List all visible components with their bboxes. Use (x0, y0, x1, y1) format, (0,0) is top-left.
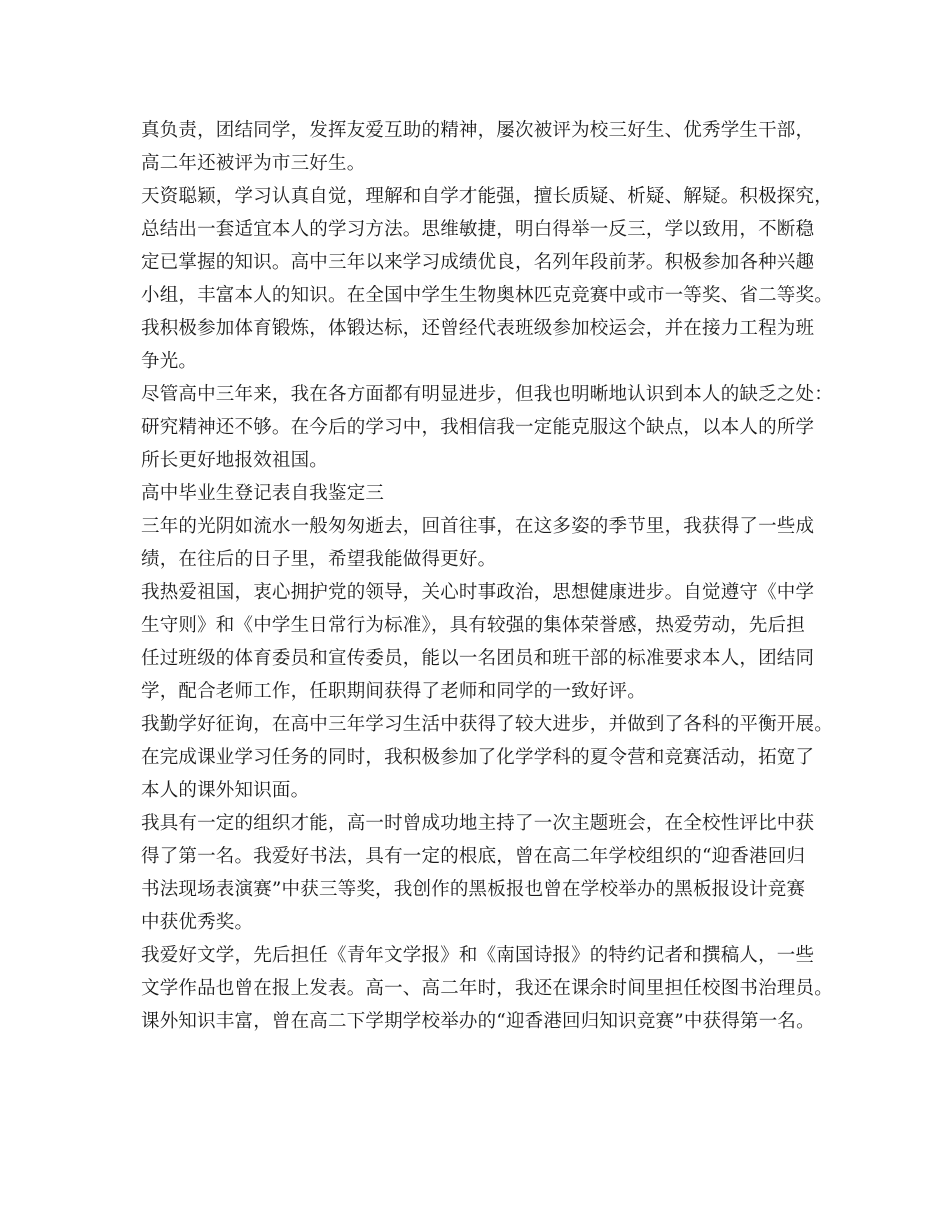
text-line: 总结出一套适宜本人的学习方法。思维敏捷，明白得举一反三，学以致用，不断稳 (141, 219, 815, 240)
text-line: 小组，丰富本人的知识。在全国中学生生物奥林匹克竞赛中或市一等奖、省二等奖。 (141, 285, 833, 306)
text-line: 书法现场表演赛”中获三等奖，我创作的黑板报也曾在学校举办的黑板报设计竞赛 (141, 879, 806, 900)
text-line: 天资聪颖，学习认真自觉，理解和自学才能强，擅长质疑、析疑、解疑。积极探究， (141, 186, 833, 207)
text-line: 学，配合老师工作，任职期间获得了老师和同学的一致好评。 (141, 681, 646, 702)
text-line: 争光。 (141, 351, 198, 372)
text-line: 尽管高中三年来，我在各方面都有明显进步，但我也明晰地认识到本人的缺乏之处： (141, 384, 833, 405)
text-line: 我爱好文学，先后担任《青年文学报》和《南国诗报》的特约记者和撰稿人，一些 (141, 945, 815, 966)
text-line: 文学作品也曾在报上发表。高一、高二年时，我还在课余时间里担任校图书治理员。 (141, 978, 833, 999)
text-line: 研究精神还不够。在今后的学习中，我相信我一定能克服这个缺点，以本人的所学 (141, 417, 815, 438)
text-line: 所长更好地报效祖国。 (141, 450, 329, 471)
text-line: 定已掌握的知识。高中三年以来学习成绩优良，名列年段前茅。积极参加各种兴趣 (141, 252, 815, 273)
document-body (141, 114, 841, 1038)
text-line: 生守则》和《中学生日常行为标准》，具有较强的集体荣誉感，热爱劳动，先后担 (141, 615, 805, 636)
text-line: 高二年还被评为市三好生。 (141, 153, 366, 174)
text-line: 三年的光阴如流水一般匆匆逝去，回首往事，在这多姿的季节里，我获得了一些成 (141, 516, 815, 537)
text-line: 绩，在往后的日子里，希望我能做得更好。 (141, 549, 497, 570)
text-line: 我热爱祖国，衷心拥护党的领导，关心时事政治，思想健康进步。自觉遵守《中学 (141, 582, 815, 603)
text-line: 我具有一定的组织才能，高一时曾成功地主持了一次主题班会，在全校性评比中获 (141, 813, 815, 834)
text-line: 任过班级的体育委员和宣传委员，能以一名团员和班干部的标准要求本人，团结同 (141, 648, 815, 669)
text-line: 得了第一名。我爱好书法，具有一定的根底，曾在高二年学校组织的“迎香港回归 (141, 846, 806, 867)
text-line: 真负责，团结同学，发挥友爱互助的精神，屡次被评为校三好生、优秀学生干部， (141, 120, 815, 141)
text-line: 在完成课业学习任务的同时，我积极参加了化学学科的夏令营和竞赛活动，拓宽了 (141, 747, 815, 768)
text-line: 课外知识丰富，曾在高二下学期学校举办的“迎香港回归知识竞赛”中获得第一名。 (141, 1011, 815, 1032)
text-line: 我勤学好征询，在高中三年学习生活中获得了较大进步，并做到了各科的平衡开展。 (141, 714, 833, 735)
section-heading: 高中毕业生登记表自我鉴定三 (141, 483, 385, 504)
text-line: 本人的课外知识面。 (141, 780, 310, 801)
text-line: 中获优秀奖。 (141, 912, 254, 933)
text-line: 我积极参加体育锻炼，体锻达标，还曾经代表班级参加校运会，并在接力工程为班 (141, 318, 815, 339)
